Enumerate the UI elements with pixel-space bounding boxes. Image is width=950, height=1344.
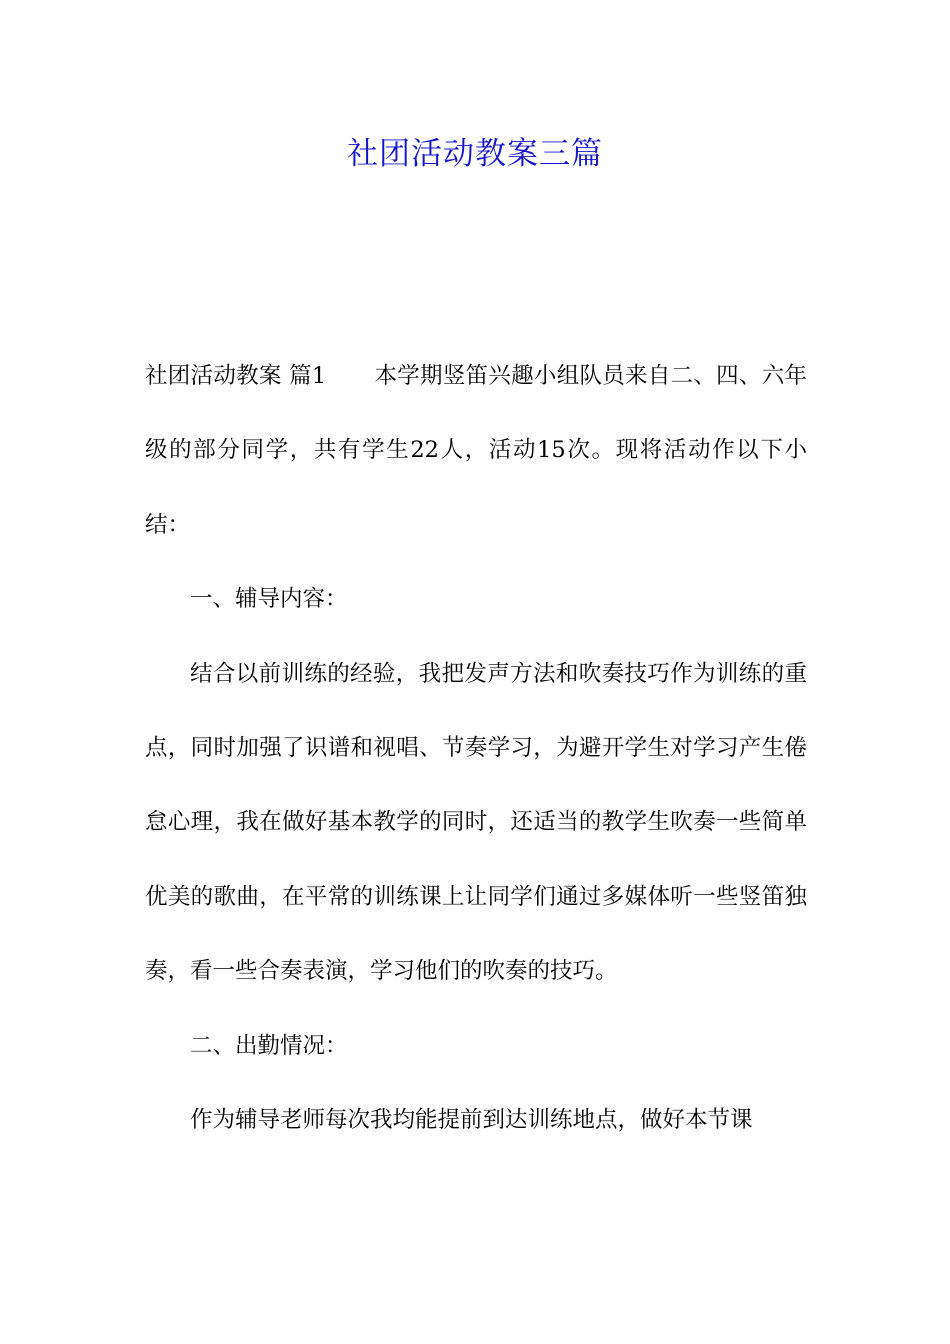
document-title: 社团活动教案三篇 bbox=[347, 136, 603, 172]
section-heading-2: 二、出勤情况： bbox=[190, 1032, 348, 1059]
section-label: 社团活动教案 篇1 bbox=[145, 363, 327, 389]
content-paragraph-2: 作为辅导老师每次我均能提前到达训练地点，做好本节课 bbox=[190, 1107, 753, 1134]
intro-paragraph bbox=[145, 339, 807, 562]
intro-text: 本学期竖笛兴趣小组队员来自二、四、六年级的部分同学，共有学生22人，活动15次。现将活动作以下小结： bbox=[145, 363, 807, 538]
section-heading-1: 一、辅导内容： bbox=[190, 586, 348, 613]
document-body bbox=[145, 339, 807, 1157]
content-paragraph-1: 结合以前训练的经验，我把发声方法和吹奏技巧作为训练的重点，同时加强了识谱和视唱、节奏学习，为避开学生对学习产生倦怠心理，我在做好基本教学的同时，还适当的教学生吹奏一些简单优美的歌曲，在平常的训练课上让同学们通过多媒体听一些竖笛独奏，看一些合奏表演，学习他们的吹奏的技巧。 bbox=[145, 660, 807, 985]
